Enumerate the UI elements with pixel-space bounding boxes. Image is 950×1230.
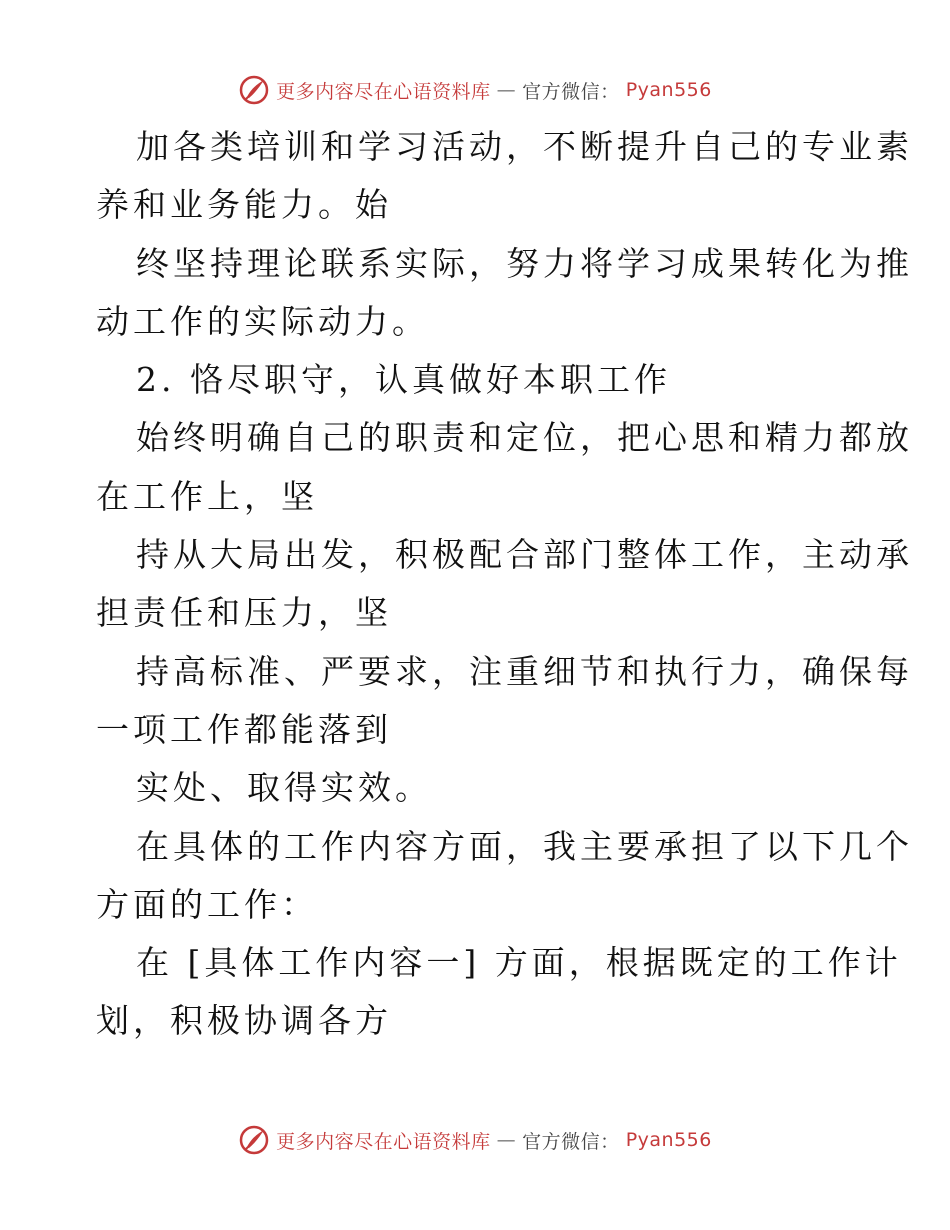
section-heading: 2. 恪尽职守，认真做好本职工作 [136, 360, 671, 400]
text-line: 始终明确自己的职责和定位，把心思和精力都放 [136, 418, 913, 458]
watermark-text: 更多内容尽在心语资料库 [276, 80, 491, 103]
text-line: 加各类培训和学习活动，不断提升自己的专业素 [136, 127, 913, 166]
quill-circle-icon [238, 1124, 270, 1156]
watermark-wechat-label: 官方微信： [522, 80, 620, 103]
watermark-wechat-id: Pyan556 [625, 79, 712, 101]
watermark-text: 更多内容尽在心语资料库 [276, 1130, 491, 1153]
text-line: 担责任和压力，坚 [96, 593, 392, 633]
text-line: 持高标准、严要求，注重细节和执行力，确保每 [136, 651, 913, 691]
text-line: 持从大局出发，积极配合部门整体工作，主动承 [136, 535, 913, 575]
page-footer-watermark [0, 1120, 950, 1160]
text-line: 在工作上，坚 [96, 476, 318, 516]
watermark-separator: — [496, 1129, 517, 1151]
text-line: 一项工作都能落到 [96, 709, 392, 749]
page-header-watermark [0, 70, 950, 110]
text-line: 划，积极协调各方 [96, 1001, 392, 1041]
text-line: 养和业务能力。始 [96, 185, 392, 225]
watermark-wechat-label: 官方微信： [522, 1130, 620, 1153]
document-body [96, 118, 913, 1051]
quill-circle-icon [238, 74, 270, 106]
text-line: 实处、取得实效。 [136, 768, 432, 808]
text-line: 在具体的工作内容方面，我主要承担了以下几个 [136, 826, 913, 866]
text-line: 终坚持理论联系实际，努力将学习成果转化为推 [136, 243, 913, 283]
text-line: 在 [具体工作内容一] 方面，根据既定的工作计 [136, 943, 902, 983]
watermark-separator: — [496, 79, 517, 101]
text-line: 动工作的实际动力。 [96, 301, 429, 341]
watermark-wechat-id: Pyan556 [625, 1129, 712, 1151]
text-line: 方面的工作： [96, 884, 318, 924]
